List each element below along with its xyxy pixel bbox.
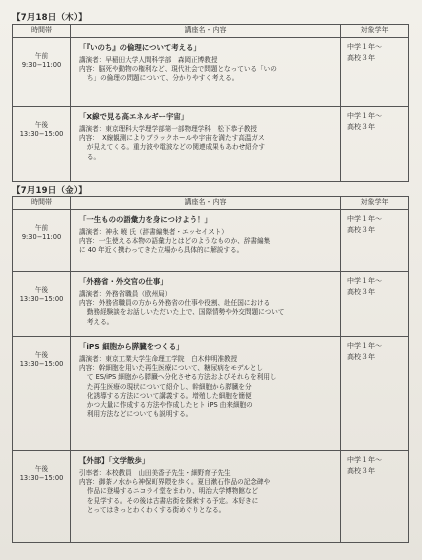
- period-label: 午前: [34, 224, 49, 232]
- table-row: [13, 272, 409, 337]
- header-grade: 対象学年: [341, 25, 409, 38]
- grade-to: 高校３年: [347, 287, 375, 296]
- table-row: [13, 210, 409, 272]
- period-label: 午前: [34, 52, 49, 60]
- schedule-table-0719: [12, 196, 409, 543]
- grade-from: 中学１年〜: [347, 277, 382, 285]
- table-row: [13, 451, 409, 543]
- lecture-line: 内容： X線観測によりブラックホールや宇宙を満たす高温ガス: [79, 134, 265, 143]
- lecture-cell: [71, 337, 341, 451]
- grade-cell: [341, 38, 409, 107]
- lecture-line: 引率者：本校教員 山田美香子先生・細野育子先生: [79, 469, 231, 478]
- grade-to: 高校３年: [347, 352, 375, 361]
- hours-label: 13:30−15:00: [19, 294, 64, 303]
- grade-to: 高校３年: [347, 225, 375, 234]
- hours-label: 13:30−15:00: [19, 473, 64, 482]
- lecture-cell: [71, 38, 341, 107]
- lecture-line: 講演者：東京理科大学理学部第一部物理学科 松下恭子教授: [79, 125, 258, 134]
- period-label: 午後: [34, 121, 49, 129]
- lecture-line: 考える。: [86, 317, 114, 326]
- time-cell: [13, 337, 71, 451]
- lecture-cell: [71, 107, 341, 182]
- lecture-title: 「X線で見る高エネルギー宇宙」: [79, 112, 189, 121]
- time-cell: [13, 451, 71, 543]
- period-label: 午後: [34, 351, 49, 359]
- time-cell: [13, 107, 71, 182]
- day-header-0719: 【7月19日（金）】: [12, 186, 87, 196]
- table-header-row: [13, 197, 409, 210]
- grade-cell: [341, 451, 409, 543]
- time-cell: [13, 272, 71, 337]
- period-label: 午後: [34, 465, 49, 473]
- lecture-title: 「一生ものの語彙力を身につけよう！」: [79, 215, 212, 224]
- grade-cell: [341, 337, 409, 451]
- grade-from: 中学１年〜: [347, 112, 382, 120]
- table-row: [13, 38, 409, 107]
- lecture-line: 講演者：早稲田大学人間科学部 森岡正博教授: [79, 56, 218, 65]
- lecture-line: 勤務経験談をお話しいただいた上で、国際情勢や外交問題について: [86, 308, 285, 317]
- grade-to: 高校３年: [347, 466, 375, 475]
- lecture-line: る。: [86, 152, 101, 161]
- lecture-cell: [71, 272, 341, 337]
- grade-to: 高校３年: [347, 122, 375, 131]
- lecture-line: 内容：幹細胞を用いた再生医療について、糖尿病をモデルとし: [79, 364, 264, 373]
- lecture-cell: [71, 210, 341, 272]
- lecture-line: とってはきっとわくわくする街めぐりとなる。: [86, 505, 226, 514]
- lecture-line: た再生医療の現状について紹介し、幹細胞から膵臓を分: [86, 382, 252, 391]
- hours-label: 13:30−15:00: [19, 129, 64, 138]
- lecture-line: 利用方法などについても説明する。: [86, 409, 193, 418]
- lecture-title: 「iPS 細胞から膵臓をつくる」: [79, 342, 184, 351]
- lecture-line: 講演者：外務省職員（欧州局）: [79, 290, 172, 299]
- lecture-line: 内容：御茶ノ水から神保町界隈を歩く。夏目漱石作品の記念碑や: [79, 478, 271, 487]
- lecture-line: に 40 年近く携わってきた立場から具体的に解説する。: [79, 246, 244, 255]
- header-lecture: 講座名・内容: [71, 25, 341, 38]
- lecture-line: 内容：脳死や動物の権利など、現代社会で問題となっている「いの: [79, 65, 277, 74]
- grade-from: 中学１年〜: [347, 215, 382, 223]
- hours-label: 13:30−15:00: [19, 359, 64, 368]
- hours-label: 9:30−11:00: [21, 232, 62, 241]
- lecture-line: 作品に登場するニコライ堂をまわり、明治大学博物館など: [86, 487, 259, 496]
- table-header-row: [13, 25, 409, 38]
- lecture-line: 内容：外務省職員の方から外務省の仕事や役割、赴任国における: [79, 299, 271, 308]
- lecture-line: て ES/iPS 細胞から膵臓へ分化させる方法およびそれらを利用し: [86, 373, 277, 382]
- lecture-line: 講演者：神永 曉 氏（辞書編集者・エッセイスト）: [79, 228, 228, 237]
- lecture-line: が見えてくる。重力波や電波などの関連成果もあわせ紹介す: [86, 143, 265, 152]
- lecture-line: ち」の倫理の問題について、分かりやすく考える。: [86, 74, 239, 83]
- lecture-line: かつ大量に作成する方法や作成したヒト iPS 由来細胞の: [86, 400, 253, 409]
- lecture-title: 【外部】「文学散歩」: [79, 456, 150, 465]
- header-time: 時間帯: [13, 25, 71, 38]
- schedule-table-0718: [12, 24, 409, 182]
- header-grade: 対象学年: [341, 197, 409, 210]
- grade-from: 中学１年〜: [347, 43, 382, 51]
- time-cell: [13, 38, 71, 107]
- lecture-line: 化誘導する方法について講義する。增殖した細胞を簡便: [86, 391, 252, 400]
- header-time: 時間帯: [13, 197, 71, 210]
- hours-label: 9:30−11:00: [21, 60, 62, 69]
- time-cell: [13, 210, 71, 272]
- grade-cell: [341, 107, 409, 182]
- lecture-title: 「『いのち』の倫理について考える」: [79, 43, 201, 52]
- grade-cell: [341, 210, 409, 272]
- lecture-line: を見学する。その後は古書店街を探索する予定。本好きに: [86, 496, 259, 505]
- lecture-title: 「外務省・外交官の仕事」: [79, 277, 168, 286]
- period-label: 午後: [34, 286, 49, 294]
- grade-to: 高校３年: [347, 53, 375, 62]
- lecture-cell: [71, 451, 341, 543]
- header-lecture: 講座名・内容: [71, 197, 341, 210]
- grade-from: 中学１年〜: [347, 456, 382, 464]
- grade-cell: [341, 272, 409, 337]
- table-row: [13, 107, 409, 182]
- lecture-line: 内容：一生使える本物の語彙力とはどのようなものか、辞書編集: [79, 237, 271, 246]
- table-row: [13, 337, 409, 451]
- day-header-0718: 【7月18日（木）】: [12, 13, 87, 23]
- lecture-line: 講演者：東京工業大学生命理工学院 白木伸明准教授: [79, 355, 238, 364]
- grade-from: 中学１年〜: [347, 342, 382, 350]
